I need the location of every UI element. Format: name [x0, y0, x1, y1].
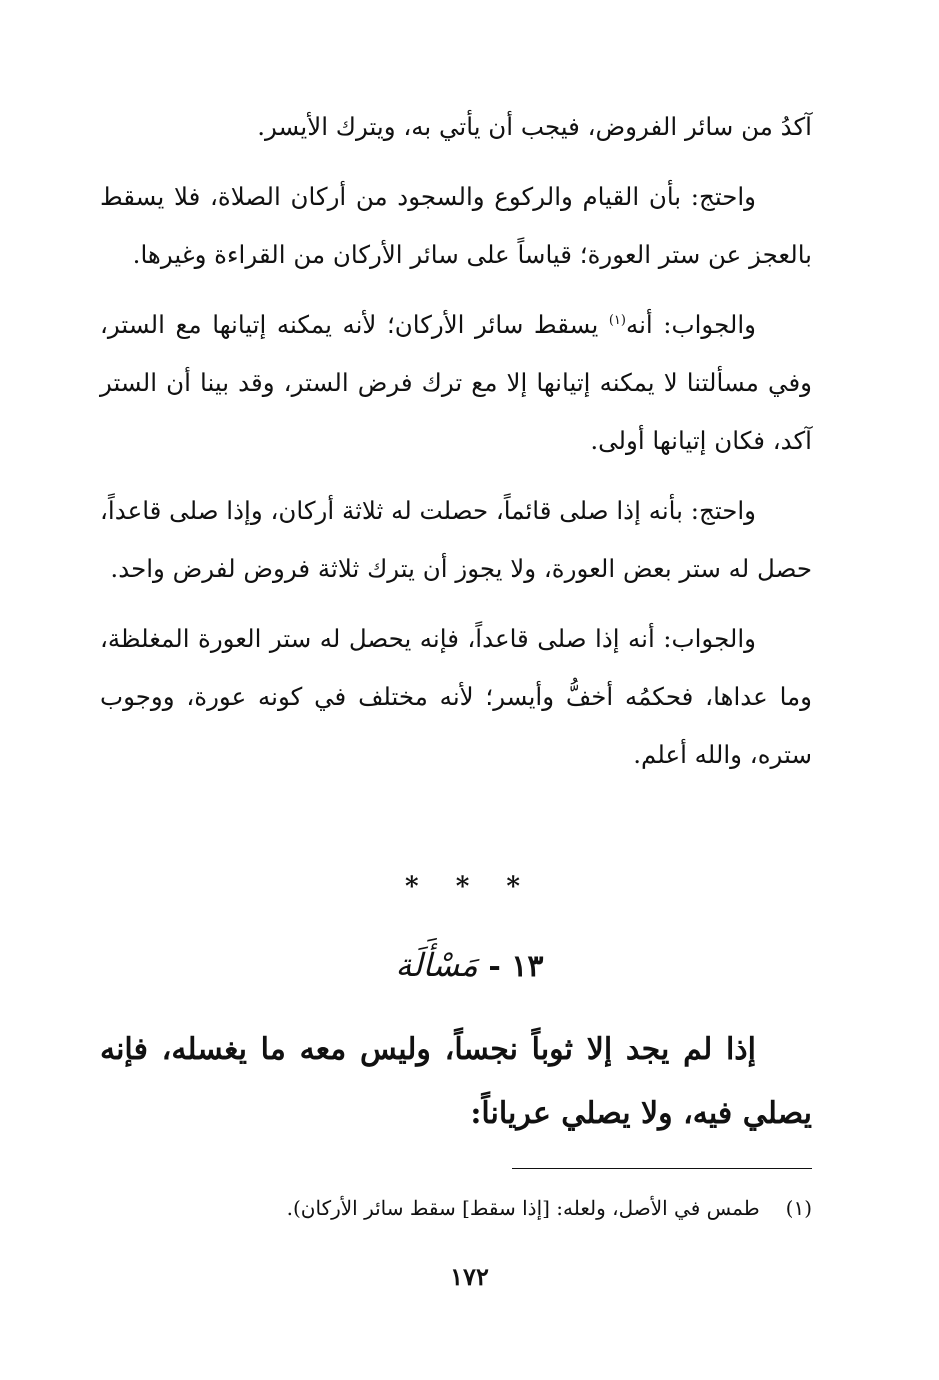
- issue-title: إذا لم يجد إلا ثوباً نجساً، وليس معه ما يغسله، فإنه يصلي فيه، ولا يصلي عرياناً:: [100, 1032, 812, 1131]
- paragraph-1: آكدُ من سائر الفروض، فيجب أن يأتي به، ويترك الأيسر.: [257, 112, 812, 141]
- body-text: [100, 98, 812, 796]
- section-separator: * * *: [405, 872, 534, 902]
- issue-heading: [0, 935, 939, 997]
- paragraph-5: والجواب: أنه إذا صلى قاعداً، فإنه يحصل له ستر العورة المغلظة، وما عداها، فحكمُه أخفُّ وأيسر؛ لأنه مختلف في كونه عورة، ووجوب ستره، والله أعلم.: [100, 624, 812, 769]
- footnote-text: طمس في الأصل، ولعله: [إذا سقط] سقط سائر الأركان).: [286, 1196, 760, 1220]
- issue-word: مَسْأَلَة: [395, 946, 478, 984]
- footnote: [100, 1188, 812, 1228]
- page-number: ١٧٢: [450, 1262, 489, 1291]
- issue-number: ١٣: [511, 949, 544, 984]
- footnote-number: (١): [785, 1196, 812, 1220]
- paragraph-3-rest: يسقط سائر الأركان؛ لأنه يمكنه إتيانها مع الستر، وفي مسألتنا لا يمكنه إتيانها إلا مع ترك فرض الستر، وقد بينا أن الستر آكد، فكان إتيانها أولى.: [100, 310, 812, 455]
- issue-dash: -: [477, 949, 512, 984]
- paragraph-2: واحتج: بأن القيام والركوع والسجود من أركان الصلاة، فلا يسقط بالعجز عن ستر العورة؛ قياساً على سائر الأركان من القراءة وغيرها.: [100, 182, 812, 269]
- paragraph-3-start: والجواب: أنه: [625, 310, 756, 339]
- paragraph-4: واحتج: بأنه إذا صلى قائماً، حصلت له ثلاثة أركان، وإذا صلى قاعداً، حصل له ستر بعض العورة، ولا يجوز أن يترك ثلاثة فروض لفرض واحد.: [100, 496, 812, 583]
- paragraph-3: [100, 296, 812, 470]
- footnote-reference[interactable]: (١): [608, 312, 626, 328]
- footnote-divider: [512, 1168, 812, 1169]
